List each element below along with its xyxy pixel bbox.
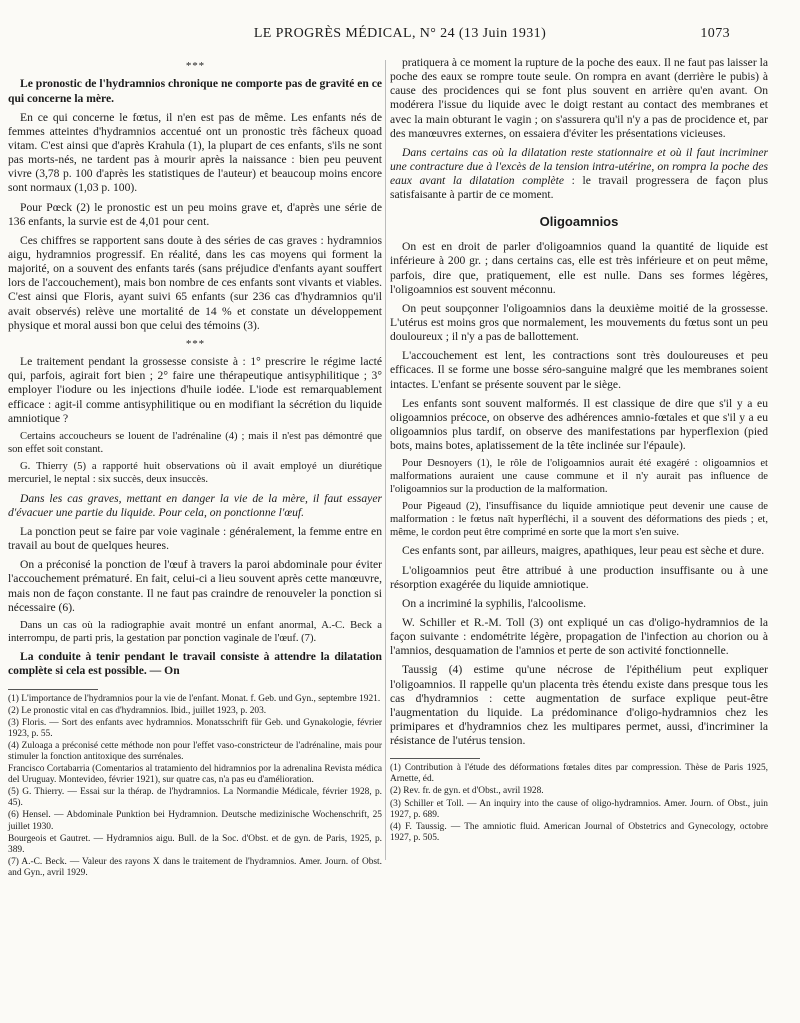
left-column — [8, 56, 382, 880]
paragraph-labour-conduct: La conduite à tenir pendant le travail consiste à attendre la dilatation complète si cela est possible. — On — [8, 650, 382, 678]
paragraph-dilatation — [390, 146, 768, 203]
paragraph-treatment: Le traitement pendant la grossesse consiste à : 1° prescrire le régime lacté qui, parfois, agirait fort bien ; 2° faire une thérapeutique antisyphilitique ; 3° employer l'iodure ou les injections d'huile iodée. L'iode est remarquablement efficace : agit-il comme antisyphilitique ou en modifiant la sécrétion du liquide amniotique ? — [8, 355, 382, 425]
paragraph-prognosis-mother: Le pronostic de l'hydramnios chronique ne comporte pas de gravité en ce qui concerne la mère. — [8, 77, 382, 105]
column-divider — [385, 60, 386, 860]
journal-title: LE PROGRÈS MÉDICAL, N° 24 (13 Juin 1931) — [253, 26, 547, 41]
paragraph-pigeaud: Pour Pigeaud (2), l'insuffisance du liquide amniotique peut devenir une cause de malformation : le fœtus naît hyperfléchi, il a souvent des déformations des pieds ; et, même, le cordon peut être comprimé en sorte que la mort s'en suive. — [390, 501, 768, 538]
footnote-rule — [390, 758, 480, 759]
paragraph-suspicion: On peut soupçonner l'oligoamnios dans la deuxième moitié de la grossesse. L'utérus est moins gros que normalement, les mouvements du fœtus sont un peu douloureux ; il n'y a pas de ballottement. — [390, 301, 768, 344]
paragraph-poeck: Pour Pœck (2) le pronostic est un peu moins grave et, d'après une série de 136 enfants, la survie est de 4,01 pour cent. — [8, 200, 382, 228]
footnote: (1) Contribution à l'étude des déformations fœtales dites par compression. Thèse de Paris 1925, Arnette, éd. — [390, 763, 768, 785]
dilatation-tail: : le travail progressera de façon plus satisfaisante à partir de ce moment. — [390, 174, 768, 202]
paragraph-malformations: Les enfants sont souvent malformés. Il est classique de dire que s'il y a eu oligoamnios précoce, on observe des adhérences amnio-fœtales et que s'il y a eu oligoamnios plus tardif, on observe des manifestations par hyperflexion (pied bots, mains botes, aplatissement de la tête inclinée sur l'épaule). — [390, 396, 768, 453]
paragraph-adrenaline: Certains accoucheurs se louent de l'adrénaline (4) ; mais il n'est pas démontré que son effet soit constant. — [8, 430, 382, 455]
paragraph-appearance: Ces enfants sont, par ailleurs, maigres, apathiques, leur peau est sèche et dure. — [402, 544, 765, 558]
paragraph-beck: Dans un cas où la radiographie avait montré un enfant anormal, A.-C. Beck a interrompu, de parti pris, la gestation par ponction vaginale de l'œuf. (7). — [8, 619, 382, 644]
paragraph-vaginal-puncture: La ponction peut se faire par voie vaginale : généralement, la femme entre en travail au bout de quelques heures. — [8, 525, 382, 553]
footnote: Bourgeois et Gautret. — Hydramnios aigu. Bull. de la Soc. d'Obst. et de gyn. de Paris, 1925, p. 389. — [8, 833, 382, 855]
section-stars: * * * — [185, 60, 205, 72]
footnote: (6) Hensel. — Abdominale Punktion bei Hydramnion. Deutsche medizinische Wochenschrift, 25 juillet 1930. — [8, 810, 382, 832]
paragraph-rupture: pratiquera à ce moment la rupture de la poche des eaux. Il ne faut pas laisser la poche des eaux se rompre toute seule. On rompra en avant (derrière le pubis) à cause des procidences qui se font plus souvent en arrière qu'en avant. On modérera l'issue du liquide avec le doigt restant au contact des membranes et avec la main obturant le vagin ; on s'assurera qu'il n'y a pas de procidence et, par des manœuvres externes, on essaiera d'éviter les présentations vicieuses. — [390, 56, 768, 140]
paragraph-severe-cases: Dans les cas graves, mettant en danger la vie de la mère, il faut essayer d'évacuer une partie du liquide. Pour cela, on ponctionne l'œuf. — [8, 491, 382, 519]
paragraph-thierry: G. Thierry (5) a rapporté huit observations où il avait employé un diurétique mercuriel, le neptal : six succès, deux insuccès. — [8, 461, 382, 486]
footnote: (1) L'importance de l'hydramnios pour la vie de l'enfant. Monat. f. Geb. und Gyn., septembre 1921. — [8, 693, 381, 704]
paragraph-taussig: Taussig (4) estime qu'une nécrose de l'épithélium peut expliquer l'oligoamnios. Il rappelle qu'un placenta très étendu existe dans presque tous les cas d'hydramnios : cette augmentation de surface explique peut-être l'augmentation du liquide. La prédominance d'oligo-hydramnios chez les primipares et d'hydramnios chez les multipares permet, aussi, d'incriminer la résistance de l'utérus tension. — [390, 663, 768, 748]
paragraph-abdominal-puncture: On a préconisé la ponction de l'œuf à travers la paroi abdominale pour éviter l'accouchement prématuré. En fait, celui-ci a lieu souvent après cette manœuvre, mais non de façon constante. Il ne faut pas craindre de renouveler la ponction si nécessaire (6). — [8, 558, 382, 614]
page-number: 1073 — [700, 26, 730, 41]
paragraph-schiller: W. Schiller et R.-M. Toll (3) ont expliqué un cas d'oligo-hydramnios de la façon suivante : endométrite légère, propagation de l'infection au chorion ou à l'amnios, desquamation de l'amnios et perte de son activité fonctionnelle. — [390, 616, 768, 658]
footnote: (4) Zuloaga a préconisé cette méthode non pour l'effet vaso-constricteur de l'adrénaline, mais pour stimuler la fonction antitoxique des surrénales. — [8, 740, 382, 762]
right-column — [390, 56, 768, 845]
footnote: (7) A.-C. Beck. — Valeur des rayons X dans le traitement de l'hydramnios. Amer. Journ. of Obst. and Gyn., avril 1929. — [8, 856, 382, 878]
left-footnotes — [8, 694, 382, 880]
footnote: (2) Le pronostic vital en cas d'hydramnios. Ibid., juillet 1923, p. 203. — [8, 705, 267, 716]
right-footnotes — [390, 763, 768, 844]
paragraph-syphilis: On a incriminé la syphilis, l'alcoolisme. — [402, 596, 587, 610]
paragraph-delivery: L'accouchement est lent, les contractions sont très douloureuses et peu efficaces. Il se forme une bosse séro-sanguine malgré que les membranes soient intactes. L'enfant se présente souvent par le siège. — [390, 349, 768, 391]
footnote: (3) Floris. — Sort des enfants avec hydramnios. Monatsschrift für Geb. und Gynakologie, février 1923, p. 55. — [8, 717, 382, 739]
footnote-rule — [8, 689, 98, 690]
section-stars: * * * — [185, 337, 205, 350]
dilatation-italic: Dans certains cas où la dilatation reste stationnaire et où il faut incriminer une contracture due à l'excès de la tension intra-utérine, on rompra la poche des eaux avant la dilatation complète — [390, 145, 768, 188]
footnote: (4) F. Taussig. — The amniotic fluid. American Journal of Obstetrics and Gynecology, octobre 1927, p. 505. — [390, 821, 768, 843]
section-heading-oligoamnios: Oligoamnios — [539, 214, 619, 230]
paragraph-figures: Ces chiffres se rapportent sans doute à des séries de cas graves : hydramnios aigu, hydramnios progressif. En réalité, dans les cas moyens qui forment la majorité, on a souvent des enfants tarés (sans préjudice d'enfants ayant souffert lors de l'accouchement), mais bon nombre de ces enfants sont vivants et viables. C'est ainsi que Floris, ayant suivi 65 enfants (sur 236 cas d'hydramnios qu'il avait observés) relève une mortalité de 14 % et constate un développement physique et moral aussi bon que celui des témoins (3). — [8, 233, 382, 332]
paragraph-desnoyers: Pour Desnoyers (1), le rôle de l'oligoamnios aurait été exagéré : oligoamnios et malformations auraient une cause commune et il n'y aurait pas influence de l'oligoamnios sur la production de la malformation. — [390, 458, 768, 495]
footnote: Francisco Cortabarria (Comentarios al tratamiento del hidramnios por la adrenalina Revista médica del Uruguay. Montevideo, février 1921), sur quatre cas, n'a pas eu d'amélioration. — [8, 764, 382, 786]
paragraph-cause: L'oligoamnios peut être attribué à une production insuffisante ou à une résorption exagérée du liquide amniotique. — [390, 563, 768, 591]
paragraph-fetus: En ce qui concerne le fœtus, il n'en est pas de même. Les enfants nés de femmes atteintes d'hydramnios accentué ont un pronostic très fâcheux quoad vitam. C'est ainsi que d'après Krahula (1), la plupart de ces enfants, s'ils ne sont pas morts-nés, ne tardent pas à mourir après la naissance : bien peu peuvent vivre (3,78 p. 100 d'après les statistiques de l'auteur) et beaucoup moins encore sont normaux (1,03 p. 100). — [8, 110, 382, 195]
paragraph-definition: On est en droit de parler d'oligoamnios quand la quantité de liquide est inférieure à 200 gr. ; dans certains cas, elle est très inférieure et on peut même, parfois, dire que, pratiquement, elle est nulle. Dans ses formes légères, l'oligoamnios est souvent méconnu. — [390, 240, 768, 296]
footnote: (2) Rev. fr. de gyn. et d'Obst., avril 1928. — [390, 786, 544, 797]
footnote: (3) Schiller et Toll. — An inquiry into the cause of oligo-hydramnios. Amer. Journ. of Obst., juin 1927, p. 689. — [390, 798, 768, 820]
footnote: (5) G. Thierry. — Essai sur la thérap. de l'hydramnios. La Normandie Médicale, février 1928, p. 45). — [8, 787, 382, 809]
